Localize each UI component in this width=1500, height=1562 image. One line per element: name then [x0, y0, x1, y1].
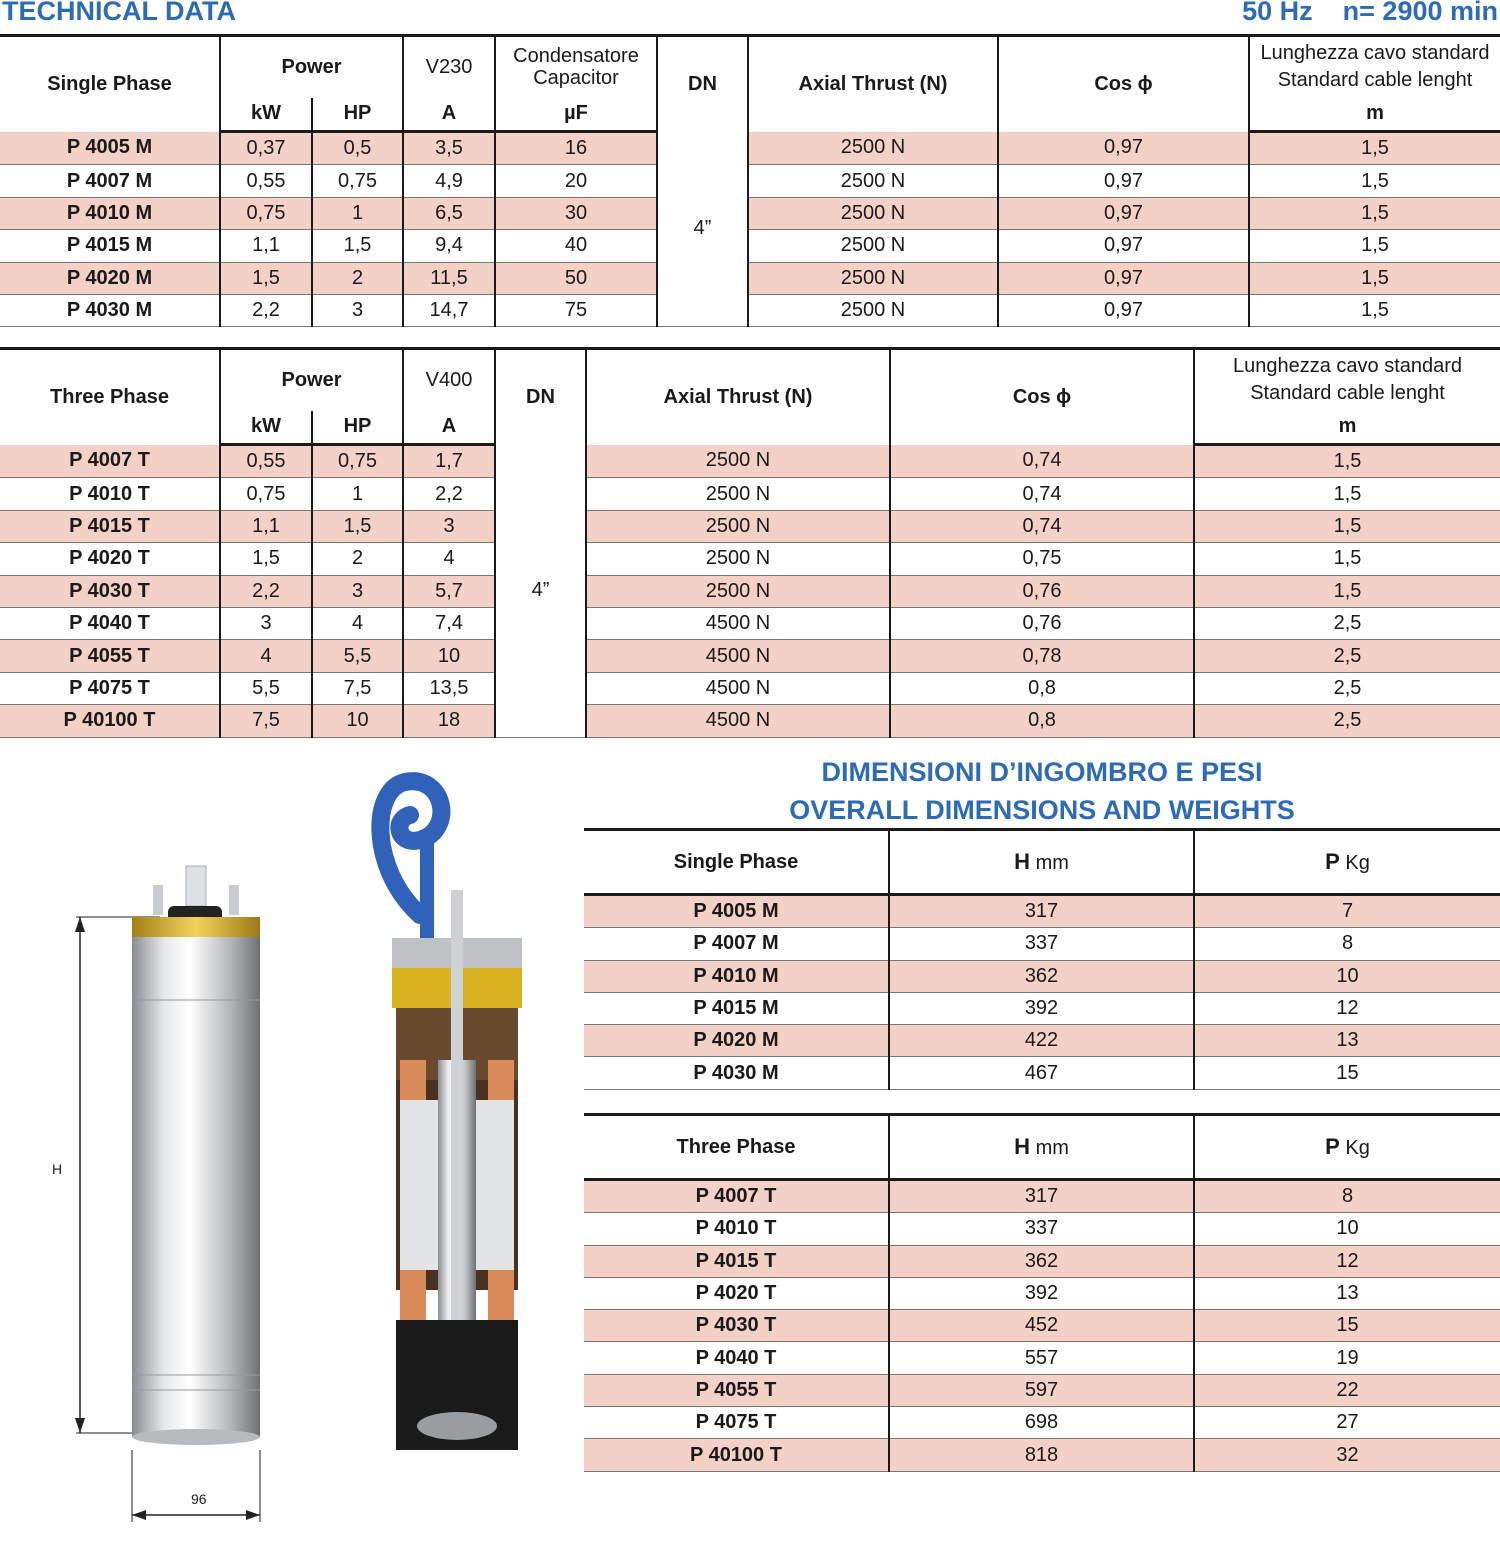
thrust-cell: 2500 N [748, 294, 998, 326]
ampere-label: A [403, 411, 495, 445]
hp-cell: 10 [312, 705, 403, 737]
hp-cell: 0,75 [312, 165, 403, 197]
table-row [0, 230, 1500, 262]
table-row [584, 1407, 1500, 1439]
thrust-cell: 2500 N [748, 132, 998, 165]
ampere-cell: 6,5 [403, 197, 495, 229]
motor-exterior [132, 866, 260, 1445]
weight-cell: 7 [1194, 895, 1500, 928]
model-cell: P 4040 T [0, 607, 220, 639]
cable-length-cell: 1,5 [1194, 543, 1500, 575]
cos-phi-cell: 0,97 [998, 262, 1249, 294]
cos-phi-cell: 0,97 [998, 294, 1249, 326]
dn-label: DN [495, 349, 586, 445]
frequency-label: 50 Hz n= 2900 min [1242, 0, 1498, 26]
height-header: H mm [889, 830, 1194, 895]
capacitor-label: Condensatore Capacitor [495, 36, 657, 98]
cos-phi-cell: 0,97 [998, 230, 1249, 262]
kw-cell: 1,5 [220, 543, 312, 575]
model-cell: P 40100 T [0, 705, 220, 737]
model-cell: P 4020 M [584, 1025, 889, 1057]
weight-header: P Kg [1194, 1115, 1500, 1180]
weight-cell: 27 [1194, 1407, 1500, 1439]
hp-cell: 4 [312, 607, 403, 639]
thrust-cell: 2500 N [748, 230, 998, 262]
hp-cell: 3 [312, 294, 403, 326]
model-cell: P 4005 M [0, 132, 220, 165]
model-cell: P 4007 T [584, 1180, 889, 1213]
table-row [584, 1342, 1500, 1374]
model-cell: P 4075 T [0, 672, 220, 704]
cos-phi-cell: 0,8 [890, 705, 1194, 737]
cos-phi-cell: 0,74 [890, 510, 1194, 542]
model-cell: P 4015 M [0, 230, 220, 262]
weight-cell: 12 [1194, 992, 1500, 1024]
table-row [584, 1374, 1500, 1406]
capacitor-cell: 50 [495, 262, 657, 294]
three-phase-label: Three Phase [584, 1115, 889, 1180]
dn-value: 4” [657, 132, 748, 327]
ampere-cell: 5,7 [403, 575, 495, 607]
thrust-cell: 4500 N [586, 672, 890, 704]
cos-phi-cell: 0,8 [890, 672, 1194, 704]
thrust-cell: 2500 N [748, 197, 998, 229]
weight-cell: 19 [1194, 1342, 1500, 1374]
table-row [0, 132, 1500, 165]
table-row [0, 575, 1500, 607]
model-cell: P 4010 M [0, 197, 220, 229]
ampere-cell: 1,7 [403, 445, 495, 478]
weight-cell: 32 [1194, 1439, 1500, 1471]
cable-length-cell: 2,5 [1194, 705, 1500, 737]
cos-phi-cell: 0,75 [890, 543, 1194, 575]
thrust-cell: 2500 N [748, 262, 998, 294]
thrust-cell: 2500 N [586, 575, 890, 607]
cable-length-cell: 1,5 [1194, 510, 1500, 542]
model-cell: P 4030 M [0, 294, 220, 326]
ampere-cell: 9,4 [403, 230, 495, 262]
three-phase-dimensions-table [584, 1113, 1500, 1472]
cable-length-cell: 2,5 [1194, 640, 1500, 672]
weight-cell: 8 [1194, 928, 1500, 960]
hp-label: HP [312, 98, 403, 132]
cable-length-cell: 1,5 [1249, 262, 1500, 294]
kw-cell: 1,5 [220, 262, 312, 294]
model-cell: P 4010 T [0, 478, 220, 510]
kw-cell: 1,1 [220, 230, 312, 262]
power-label: Power [220, 349, 403, 411]
table-row [584, 1180, 1500, 1213]
model-cell: P 4030 T [0, 575, 220, 607]
kw-cell: 3 [220, 607, 312, 639]
model-cell: P 4010 T [584, 1213, 889, 1245]
height-header: H mm [889, 1115, 1194, 1180]
ampere-cell: 2,2 [403, 478, 495, 510]
height-cell: 698 [889, 1407, 1194, 1439]
table-row [584, 960, 1500, 992]
height-cell: 392 [889, 1277, 1194, 1309]
kw-cell: 4 [220, 640, 312, 672]
height-cell: 452 [889, 1310, 1194, 1342]
model-cell: P 4007 T [0, 445, 220, 478]
cos-phi-label: Cos ϕ [998, 36, 1249, 132]
table-row [0, 262, 1500, 294]
cable-length-label: Lunghezza cavo standard Standard cable lenght [1194, 349, 1500, 411]
kw-cell: 0,75 [220, 478, 312, 510]
cable-length-cell: 1,5 [1249, 294, 1500, 326]
height-cell: 362 [889, 1245, 1194, 1277]
cable-length-cell: 1,5 [1249, 197, 1500, 229]
weight-cell: 13 [1194, 1277, 1500, 1309]
height-cell: 467 [889, 1057, 1194, 1089]
height-cell: 557 [889, 1342, 1194, 1374]
kw-cell: 2,2 [220, 575, 312, 607]
model-cell: P 4030 M [584, 1057, 889, 1089]
thrust-cell: 2500 N [586, 478, 890, 510]
thrust-cell: 4500 N [586, 705, 890, 737]
ampere-label: A [403, 98, 495, 132]
cable-length-cell: 1,5 [1194, 445, 1500, 478]
single-phase-dimensions-table [584, 828, 1500, 1090]
hp-cell: 0,75 [312, 445, 403, 478]
model-cell: P 4040 T [584, 1342, 889, 1374]
power-label: Power [220, 36, 403, 98]
kw-cell: 2,2 [220, 294, 312, 326]
ampere-cell: 13,5 [403, 672, 495, 704]
height-cell: 337 [889, 928, 1194, 960]
kw-cell: 0,55 [220, 165, 312, 197]
kw-cell: 0,75 [220, 197, 312, 229]
table-row [0, 543, 1500, 575]
model-cell: P 4015 M [584, 992, 889, 1024]
ampere-cell: 4,9 [403, 165, 495, 197]
kw-cell: 0,55 [220, 445, 312, 478]
height-cell: 818 [889, 1439, 1194, 1471]
model-cell: P 4055 T [0, 640, 220, 672]
cos-phi-cell: 0,97 [998, 132, 1249, 165]
cos-phi-cell: 0,74 [890, 445, 1194, 478]
weight-cell: 10 [1194, 960, 1500, 992]
dn-value: 4” [495, 445, 586, 738]
height-label: H [52, 1161, 63, 1177]
cos-phi-cell: 0,76 [890, 607, 1194, 639]
table-row [584, 1277, 1500, 1309]
cos-phi-cell: 0,74 [890, 478, 1194, 510]
table-row [0, 607, 1500, 639]
table-row [584, 1310, 1500, 1342]
cos-phi-cell: 0,97 [998, 165, 1249, 197]
height-cell: 317 [889, 895, 1194, 928]
single-phase-label: Single Phase [584, 830, 889, 895]
hp-cell: 7,5 [312, 672, 403, 704]
model-cell: P 4055 T [584, 1374, 889, 1406]
diameter-label: 96 [191, 1491, 207, 1507]
model-cell: P 4007 M [0, 165, 220, 197]
single-phase-label: Single Phase [0, 36, 220, 132]
hp-cell: 0,5 [312, 132, 403, 165]
hp-cell: 1 [312, 478, 403, 510]
height-cell: 422 [889, 1025, 1194, 1057]
model-cell: P 4010 M [584, 960, 889, 992]
table-row [0, 510, 1500, 542]
hp-cell: 1,5 [312, 510, 403, 542]
ampere-cell: 14,7 [403, 294, 495, 326]
microfarad-label: µF [495, 98, 657, 132]
weight-cell: 10 [1194, 1213, 1500, 1245]
table-row [584, 1439, 1500, 1471]
thrust-cell: 2500 N [586, 543, 890, 575]
model-cell: P 4020 T [584, 1277, 889, 1309]
table-row [0, 640, 1500, 672]
dimensions-title-it: DIMENSIONI D’INGOMBRO E PESI [821, 757, 1263, 787]
model-cell: P 40100 T [584, 1439, 889, 1471]
voltage-label: V230 [403, 36, 495, 98]
table-row [0, 197, 1500, 229]
model-cell: P 4030 T [584, 1310, 889, 1342]
weight-cell: 13 [1194, 1025, 1500, 1057]
thrust-cell: 2500 N [748, 165, 998, 197]
kw-label: kW [220, 98, 312, 132]
model-cell: P 4015 T [0, 510, 220, 542]
cos-phi-cell: 0,76 [890, 575, 1194, 607]
height-cell: 392 [889, 992, 1194, 1024]
table-row [584, 1025, 1500, 1057]
ampere-cell: 3 [403, 510, 495, 542]
cable-length-label: Lunghezza cavo standard Standard cable lenght [1249, 36, 1500, 98]
cable-length-cell: 1,5 [1249, 132, 1500, 165]
three-phase-tech-table [0, 347, 1500, 738]
model-cell: P 4005 M [584, 895, 889, 928]
diameter-dimension [132, 1450, 260, 1522]
weight-cell: 15 [1194, 1057, 1500, 1089]
motor-cutaway [380, 781, 522, 1450]
model-cell: P 4007 M [584, 928, 889, 960]
table-row [584, 1213, 1500, 1245]
weight-cell: 12 [1194, 1245, 1500, 1277]
weight-cell: 15 [1194, 1310, 1500, 1342]
motor-drawing [0, 760, 580, 1562]
ampere-cell: 3,5 [403, 132, 495, 165]
table-row [0, 672, 1500, 704]
table-row [584, 895, 1500, 928]
ampere-cell: 4 [403, 543, 495, 575]
cable-length-cell: 1,5 [1249, 165, 1500, 197]
table-row [0, 478, 1500, 510]
axial-thrust-label: Axial Thrust (N) [586, 349, 890, 445]
model-cell: P 4015 T [584, 1245, 889, 1277]
cable-length-cell: 2,5 [1194, 672, 1500, 704]
capacitor-cell: 20 [495, 165, 657, 197]
single-phase-tech-table [0, 34, 1500, 327]
page-title: TECHNICAL DATA [2, 0, 236, 26]
weight-cell: 8 [1194, 1180, 1500, 1213]
hp-cell: 1 [312, 197, 403, 229]
table-row [584, 928, 1500, 960]
kw-cell: 1,1 [220, 510, 312, 542]
cable-length-cell: 1,5 [1194, 478, 1500, 510]
table-row [584, 1057, 1500, 1089]
model-cell: P 4020 T [0, 543, 220, 575]
hp-cell: 3 [312, 575, 403, 607]
hp-cell: 2 [312, 262, 403, 294]
model-cell: P 4075 T [584, 1407, 889, 1439]
hp-label: HP [312, 411, 403, 445]
hp-cell: 1,5 [312, 230, 403, 262]
dn-label: DN [657, 36, 748, 132]
height-cell: 317 [889, 1180, 1194, 1213]
thrust-cell: 4500 N [586, 640, 890, 672]
weight-cell: 22 [1194, 1374, 1500, 1406]
ampere-cell: 18 [403, 705, 495, 737]
kw-cell: 7,5 [220, 705, 312, 737]
meter-label: m [1249, 98, 1500, 132]
cable-length-cell: 2,5 [1194, 607, 1500, 639]
kw-cell: 0,37 [220, 132, 312, 165]
cos-phi-cell: 0,97 [998, 197, 1249, 229]
axial-thrust-label: Axial Thrust (N) [748, 36, 998, 132]
ampere-cell: 11,5 [403, 262, 495, 294]
hp-cell: 2 [312, 543, 403, 575]
table-row [0, 445, 1500, 478]
voltage-label: V400 [403, 349, 495, 411]
height-cell: 597 [889, 1374, 1194, 1406]
thrust-cell: 2500 N [586, 510, 890, 542]
thrust-cell: 4500 N [586, 607, 890, 639]
thrust-cell: 2500 N [586, 445, 890, 478]
hp-cell: 5,5 [312, 640, 403, 672]
weight-header: P Kg [1194, 830, 1500, 895]
cos-phi-label: Cos ϕ [890, 349, 1194, 445]
capacitor-cell: 30 [495, 197, 657, 229]
cable-length-cell: 1,5 [1194, 575, 1500, 607]
cable-length-cell: 1,5 [1249, 230, 1500, 262]
model-cell: P 4020 M [0, 262, 220, 294]
height-cell: 337 [889, 1213, 1194, 1245]
dimensions-title-en: OVERALL DIMENSIONS AND WEIGHTS [789, 795, 1295, 825]
title-bar [0, 0, 1500, 34]
ampere-cell: 10 [403, 640, 495, 672]
kw-cell: 5,5 [220, 672, 312, 704]
capacitor-cell: 75 [495, 294, 657, 326]
meter-label: m [1194, 411, 1500, 445]
table-row [584, 1245, 1500, 1277]
kw-label: kW [220, 411, 312, 445]
table-row [584, 992, 1500, 1024]
ampere-cell: 7,4 [403, 607, 495, 639]
height-cell: 362 [889, 960, 1194, 992]
capacitor-cell: 40 [495, 230, 657, 262]
capacitor-cell: 16 [495, 132, 657, 165]
cos-phi-cell: 0,78 [890, 640, 1194, 672]
table-row [0, 705, 1500, 737]
table-row [0, 294, 1500, 326]
three-phase-label: Three Phase [0, 349, 220, 445]
table-row [0, 165, 1500, 197]
